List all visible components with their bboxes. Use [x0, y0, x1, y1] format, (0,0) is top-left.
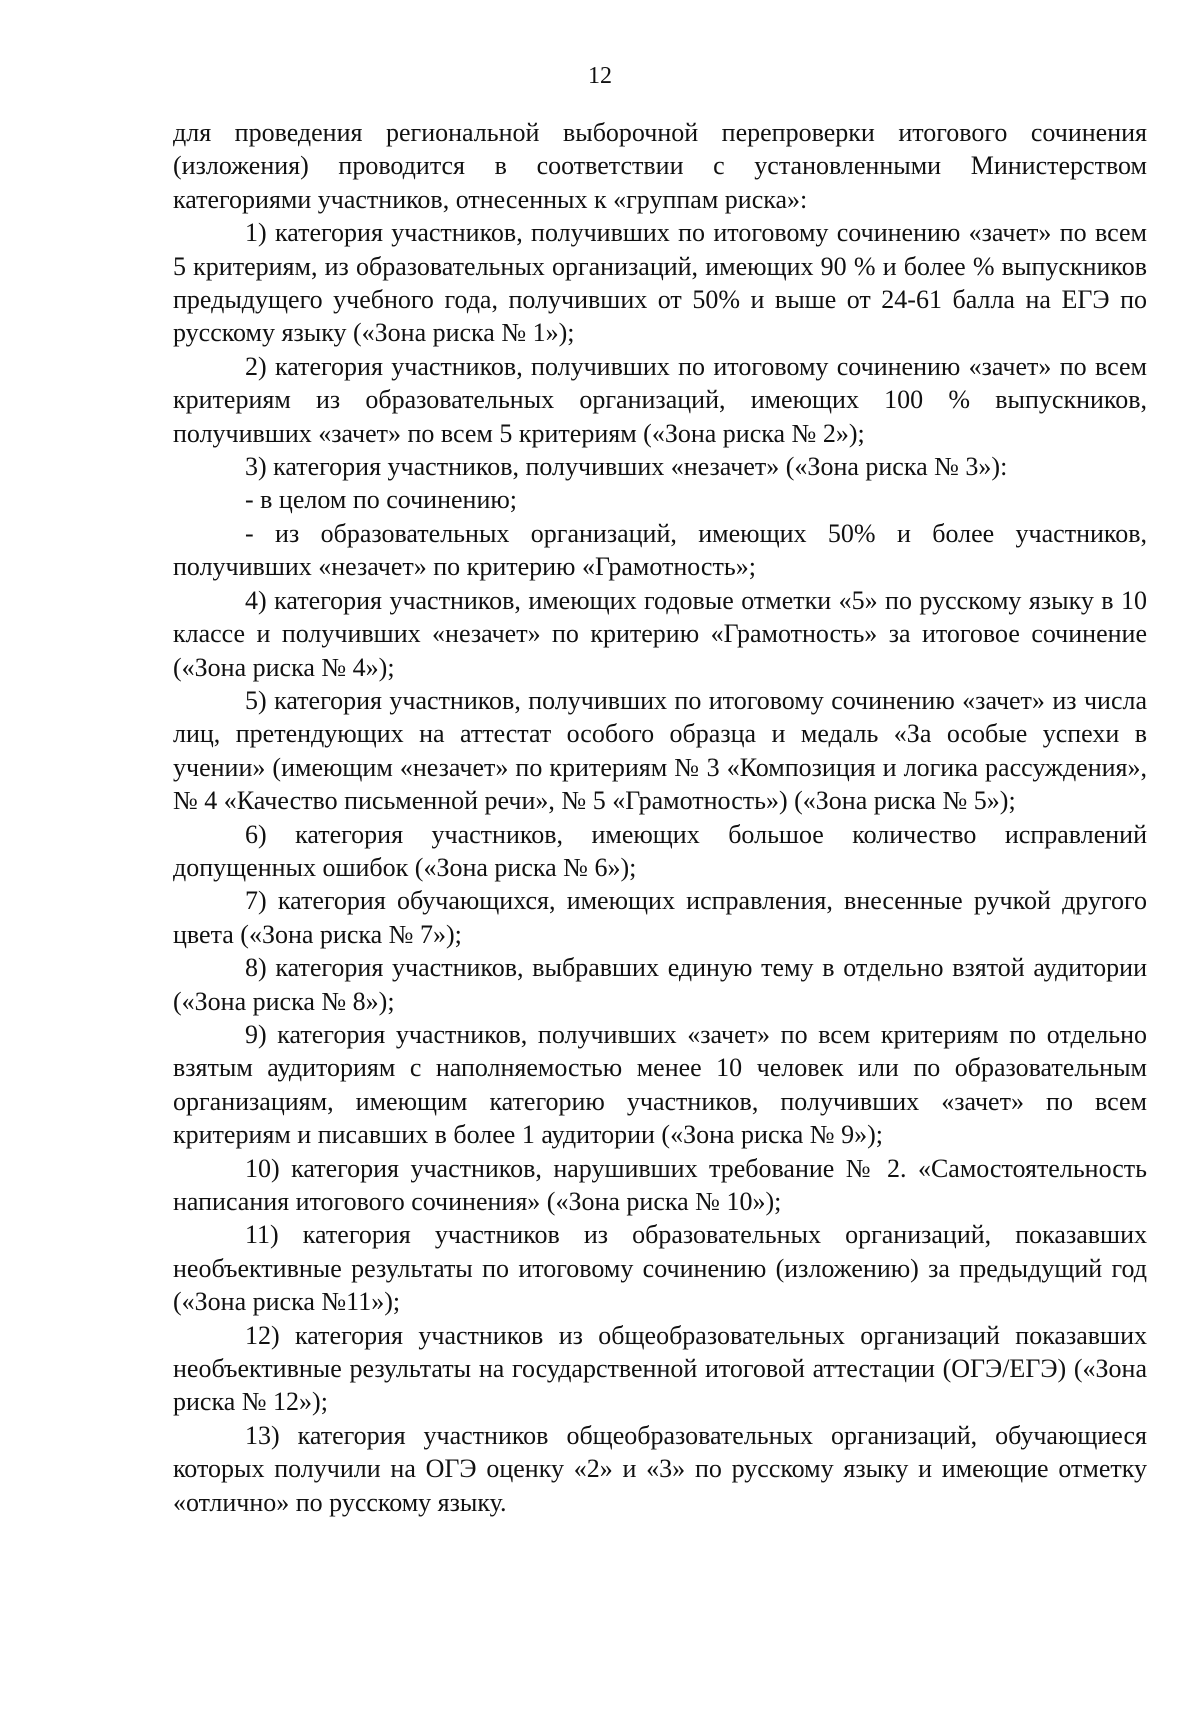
intro-paragraph: для проведения региональной выборочной перепроверки итогового сочинения (изложения) проводится в соответствии с установленными Министерством категориями участников, отнесенных к «группам риска»: [173, 118, 1147, 214]
risk-zone-item-10: 10) категория участников, нарушивших требование № 2. «Самостоятельность написания итогового сочинения» («Зона риска № 10»); [173, 1153, 1147, 1216]
risk-zone-item-7: 7) категория обучающихся, имеющих исправления, внесенные ручкой другого цвета («Зона риска № 7»); [173, 886, 1147, 949]
risk-zone-item-5: 5) категория участников, получивших по итоговому сочинению «зачет» из числа лиц, претендующих на аттестат особого образца и медаль «За особые успехи в учении» (имеющим «незачет» по критериям № 3 «Композиция и логика рассуждения», № 4 «Качество письменной речи», № 5 «Грамотность») («Зона риска № 5»); [173, 685, 1147, 816]
risk-zone-item-13: 13) категория участников общеобразовательных организаций, обучающиеся которых получили на ОГЭ оценку «2» и «3» по русскому языку и имеющие отметку «отлично» по русскому языку. [173, 1420, 1147, 1517]
risk-zone-item-9: 9) категория участников, получивших «зачет» по всем критериям по отдельно взятым аудиториям с наполняемостью менее 10 человек или по образовательным организациям, имеющим категорию участников, получивших «зачет» по всем критериям и писавших в более 1 аудитории («Зона риска № 9»); [173, 1019, 1147, 1150]
risk-zone-item-3-sub-2: - из образовательных организаций, имеющих 50% и более участников, получивших «незачет» по критерию «Грамотность»; [173, 518, 1147, 582]
risk-zone-item-1: 1) категория участников, получивших по итоговому сочинению «зачет» по всем 5 критериям, из образовательных организаций, имеющих 90 % и более % выпускников предыдущего учебного года, получивших от 50% и выше от 24-61 балла на ЕГЭ по русскому языку («Зона риска № 1»); [173, 218, 1147, 348]
risk-zone-item-11: 11) категория участников из образовательных организаций, показавших необъективные результаты по итоговому сочинению (изложению) за предыдущий год («Зона риска №11»); [173, 1220, 1147, 1317]
risk-zone-item-6: 6) категория участников, имеющих большое количество исправлений допущенных ошибок («Зона риска № 6»); [173, 819, 1147, 882]
risk-zone-item-2: 2) категория участников, получивших по итоговому сочинению «зачет» по всем критериям из образовательных организаций, имеющих 100 % выпускников, получивших «зачет» по всем 5 критериям («Зона риска № 2»); [173, 351, 1147, 448]
document-body [173, 116, 1147, 1519]
risk-zone-item-12: 12) категория участников из общеобразовательных организаций показавших необъективные результаты на государственной итоговой аттестации (ОГЭ/ЕГЭ) («Зона риска № 12»); [173, 1320, 1147, 1417]
page-number: 12 [588, 63, 612, 89]
risk-zone-item-4: 4) категория участников, имеющих годовые отметки «5» по русскому языку в 10 классе и получивших «незачет» по критерию «Грамотность» за итоговое сочинение («Зона риска № 4»); [173, 585, 1147, 682]
risk-zone-item-3-sub-1: - в целом по сочинению; [245, 485, 518, 515]
risk-zone-item-3: 3) категория участников, получивших «незачет» («Зона риска № 3»): [245, 452, 1008, 482]
risk-zone-item-8: 8) категория участников, выбравших единую тему в отдельно взятой аудитории («Зона риска № 8»); [173, 953, 1147, 1016]
